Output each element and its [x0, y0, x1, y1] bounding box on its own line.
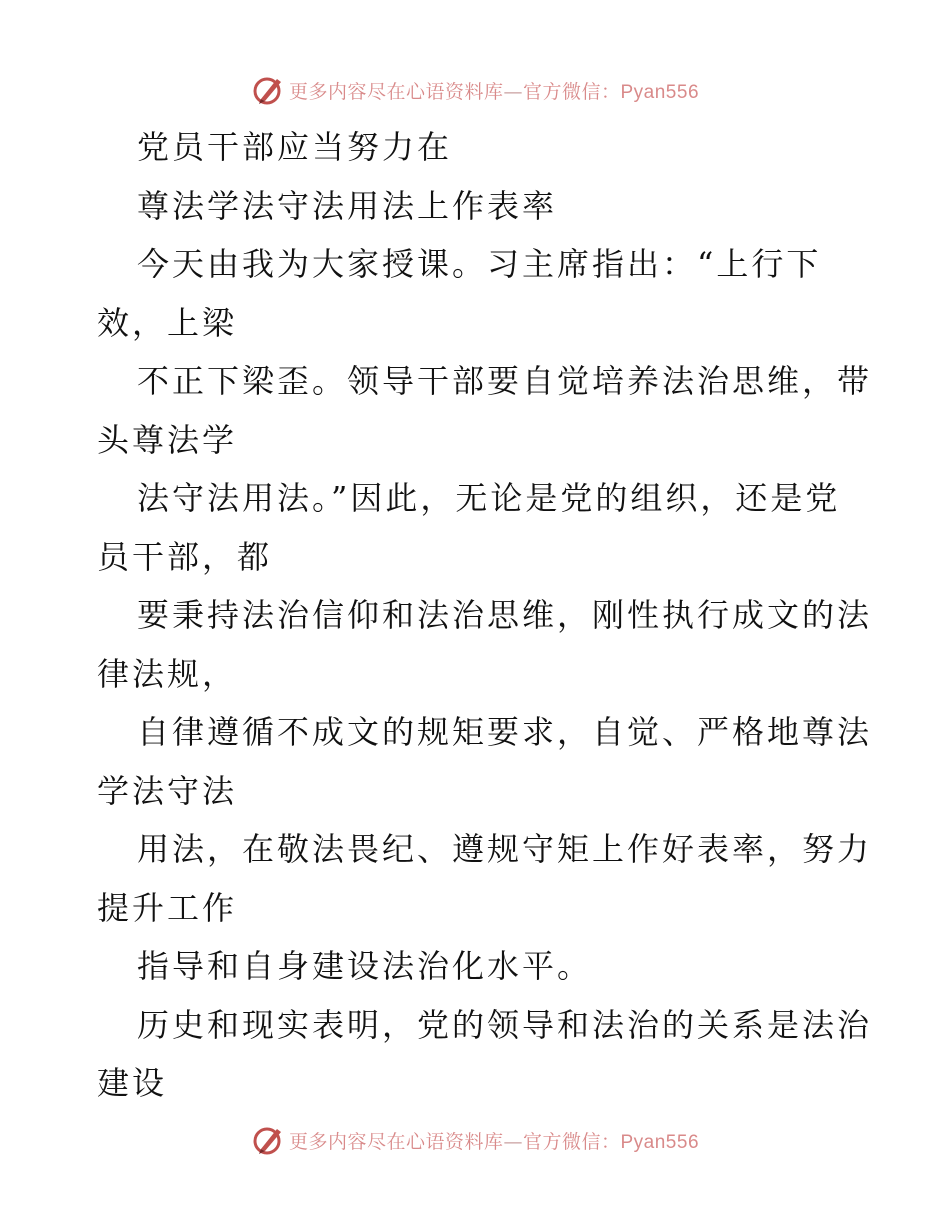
watermark-wechat-handle: Pyan556	[620, 1131, 700, 1153]
text-line: 自律遵循不成文的规矩要求，自觉、严格地尊法	[137, 713, 873, 751]
text-line: 效，上梁	[97, 303, 238, 342]
watermark-wechat-label: 官方微信：	[522, 80, 621, 103]
text-line: 历史和现实表明，党的领导和法治的关系是法治	[137, 1005, 873, 1044]
text-line: 建设	[97, 1064, 168, 1102]
text-line: 提升工作	[97, 888, 238, 927]
text-line: 指导和自身建设法治化水平。	[137, 947, 593, 985]
text-line: 不正下梁歪。领导干部要自觉培养法治思维，带	[137, 362, 873, 400]
document-body	[97, 118, 873, 1113]
watermark-site-text: 更多内容尽在心语资料库	[288, 80, 504, 103]
text-line: 头尊法学	[97, 420, 238, 459]
text-line: 员干部，都	[97, 537, 273, 576]
header-watermark	[0, 70, 950, 110]
text-line: 尊法学法守法用法上作表率	[137, 186, 558, 225]
watermark-wechat-label: 官方微信：	[522, 1130, 621, 1153]
watermark-text	[289, 1127, 699, 1154]
watermark-separator: —	[503, 1130, 523, 1153]
watermark-site-text: 更多内容尽在心语资料库	[288, 1130, 504, 1153]
text-line: 律法规，	[97, 654, 238, 693]
watermark-text	[289, 77, 699, 104]
watermark-wechat-handle: Pyan556	[620, 81, 700, 103]
text-line: 党员干部应当努力在	[137, 128, 453, 166]
text-line: 用法，在敬法畏纪、遵规守矩上作好表率，努力	[137, 830, 873, 868]
pen-logo-icon	[251, 73, 285, 107]
footer-watermark	[0, 1120, 950, 1160]
pen-logo-icon	[251, 1123, 285, 1157]
text-line: 法守法用法。”因此，无论是党的组织，还是党	[137, 479, 841, 517]
text-line: 学法守法	[97, 771, 238, 810]
text-line: 今天由我为大家授课。习主席指出：“上行下	[137, 245, 822, 283]
text-line: 要秉持法治信仰和法治思维，刚性执行成文的法	[137, 596, 873, 634]
watermark-separator: —	[503, 80, 523, 103]
